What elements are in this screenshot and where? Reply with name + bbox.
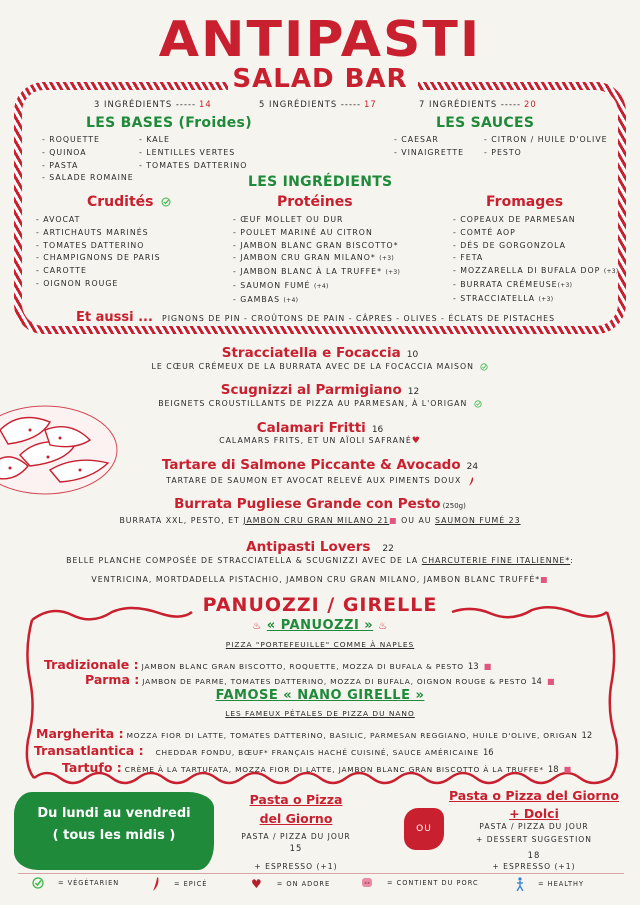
dish-description <box>0 362 640 371</box>
list-item <box>233 214 400 227</box>
lunch-days-badge <box>14 792 214 870</box>
panuozzi-subtitle <box>0 618 640 633</box>
item-name: BURRATA CRÉMEUSE <box>460 279 558 289</box>
pork-icon: ■ <box>546 677 555 686</box>
item-desc: CRÈME À LA TARTUFATA, MOZZA FIOR DI LATTE, JAMBON BLANC GRAN BISCOTTO À LA TRUFFE* <box>124 765 544 774</box>
vegetarian-icon <box>474 400 482 408</box>
list-item <box>453 293 619 307</box>
price-tier-3 <box>94 99 212 109</box>
list-item: - AVOCAT <box>36 214 161 227</box>
panuozzi-subtitle-text: « PANUOZZI » <box>266 618 374 633</box>
healthy-icon <box>516 877 524 891</box>
item-surcharge: (+3) <box>385 269 401 277</box>
list-item: - OIGNON ROUGE <box>36 278 161 291</box>
item-desc: CHEDDAR FONDU, BŒUF* FRANÇAIS HACHÉ CUISINÉ, SAUCE AMÉRICAINE <box>155 748 479 757</box>
list-item: - SALADE ROMAINE <box>42 172 134 185</box>
ingredients-heading: LES INGRÉDIENTS <box>248 174 393 190</box>
price-tier-label: 7 INGRÉDIENTS ----- <box>419 99 522 109</box>
list-item <box>453 214 619 227</box>
list-item: - CITRON / HUILE D'OLIVE <box>484 134 608 147</box>
desc-text: BELLE PLANCHE COMPOSÉE DE STRACCIATELLA & SCUGNIZZI AVEC DE LA <box>66 556 422 565</box>
item-desc: JAMBON BLANC GRAN BISCOTTO, ROQUETTE, MOZZA DI BUFALA & PESTO <box>141 662 464 671</box>
list-item: - CHAMPIGNONS DE PARIS <box>36 252 161 265</box>
list-item: - TOMATES DATTERINO <box>139 160 247 173</box>
list-item <box>233 266 400 280</box>
crudites-heading <box>87 194 171 210</box>
price-tier-value: 20 <box>524 99 537 109</box>
dish-price: 24 <box>466 462 479 472</box>
item-surcharge: (+4) <box>313 282 329 290</box>
list-item: - TOMATES DATTERINO <box>36 240 161 253</box>
sauces-heading: LES SAUCES <box>436 115 535 131</box>
item-name: POULET MARINÉ AU CITRON <box>240 227 373 237</box>
badge-line-1: Du lundi au vendredi <box>37 806 191 821</box>
dish-price: 22 <box>382 544 394 554</box>
extras-label: Et aussi ... <box>76 310 153 325</box>
item-surcharge: (+4) <box>283 296 299 304</box>
legend-favorite <box>251 877 330 891</box>
dish-price: 12 <box>407 387 420 397</box>
fromages-list <box>453 214 619 307</box>
page-title: ANTIPASTI <box>158 11 482 69</box>
list-item <box>453 279 619 293</box>
dish-price: 16 <box>371 425 384 435</box>
item-desc: JAMBON DE PARME, TOMATES DATTERINO, MOZZA DI BUFALA, OIGNON ROUGE & PESTO <box>142 677 528 686</box>
legend-spicy <box>152 877 207 891</box>
desc-text: TARTARE DE SAUMON ET AVOCAT RELEVÉ AUX PIMENTS DOUX <box>166 476 462 485</box>
item-name: Tradizionale : <box>44 657 139 672</box>
fire-icon: ♨ <box>378 621 388 632</box>
item-name: Tartufo : <box>62 760 122 775</box>
list-item: - ROQUETTE <box>42 134 134 147</box>
item-name: FETA <box>460 253 484 263</box>
option-jambon: JAMBON CRU GRAN MILANO 21 <box>243 516 390 525</box>
item-surcharge: (+3) <box>603 268 619 276</box>
item-price: 12 <box>581 730 593 740</box>
dish-scugnizzi <box>0 379 640 398</box>
item-name: Transatlantica : <box>34 743 144 758</box>
dish-description <box>0 436 640 446</box>
desc-text: BEIGNETS CROUSTILLANTS DE PIZZA AU PARMESAN, À L'ORIGAN <box>158 399 468 408</box>
price-tier-5 <box>259 99 377 109</box>
dish-name: Burrata Pugliese Grande con Pesto <box>174 496 441 512</box>
item-name: GAMBAS <box>240 294 281 304</box>
dish-description <box>0 476 640 486</box>
legend-vegetarian <box>32 877 119 889</box>
legend-label: = HEALTHY <box>538 880 585 888</box>
item-name: SAUMON FUMÉ <box>240 280 311 290</box>
bases-heading: LES BASES (Froides) <box>86 115 252 131</box>
list-item <box>453 252 619 265</box>
price-tier-label: 3 INGRÉDIENTS ----- <box>94 99 197 109</box>
list-item <box>233 280 400 294</box>
item-name: COMTÉ AOP <box>460 227 516 237</box>
dish-name: Calamari Fritti <box>256 420 366 436</box>
item-price: 16 <box>482 747 494 757</box>
desc-text: BURRATA XXL, PESTO, ET <box>119 516 244 525</box>
girelle-item-tartufo <box>62 757 571 776</box>
list-item <box>453 227 619 240</box>
offer1-title-2: del Giorno <box>259 811 333 826</box>
badge-line-2: ( tous les midis ) <box>52 828 176 843</box>
list-item: - KALE <box>139 134 247 147</box>
legend-healthy <box>516 877 584 891</box>
list-item: - PASTA <box>42 160 134 173</box>
item-name: JAMBON BLANC GRAN BISCOTTO* <box>240 240 399 250</box>
proteines-heading: Protéines <box>277 194 353 210</box>
chili-icon <box>468 477 474 486</box>
dish-price: 10 <box>406 350 419 360</box>
legend-label: = EPICÉ <box>174 880 208 888</box>
desc-text: LE CŒUR CRÉMEUX DE LA BURRATA AVEC DE LA FOCACCIA MAISON <box>151 362 474 371</box>
item-name: JAMBON CRU GRAN MILANO* <box>240 253 376 263</box>
option-saumon: SAUMON FUMÉ 23 <box>434 516 521 525</box>
dish-burrata <box>0 493 640 512</box>
item-price: 18 <box>547 764 559 774</box>
pork-icon: ■ <box>540 575 549 584</box>
vegetarian-icon <box>480 363 488 371</box>
desc-text: CALAMARS FRITS, ET UN AÏOLI SAFRANÉ <box>219 436 412 445</box>
panuozzi-section-title: PANUOZZI / GIRELLE <box>202 594 438 616</box>
list-item: - CAROTTE <box>36 265 161 278</box>
item-name: JAMBON BLANC À LA TRUFFE* <box>240 267 382 277</box>
extras-row <box>76 306 555 325</box>
offer2-price: 18 <box>527 850 541 860</box>
fire-icon: ♨ <box>252 621 262 632</box>
item-price: 14 <box>531 676 542 686</box>
list-item: - QUINOA <box>42 147 134 160</box>
list-item <box>453 240 619 253</box>
dish-description <box>0 399 640 408</box>
extras-text: PIGNONS DE PIN - CROÛTONS DE PAIN - CÂPRES - OLIVES - ÉCLATS DE PISTACHES <box>162 314 556 323</box>
desc-text: VENTRICINA, MORTDADELLA PISTACHIO, JAMBON CRU GRAN MILANO, JAMBON BLANC TRUFFÉ* <box>91 575 541 584</box>
dish-name: Antipasti Lovers <box>246 539 371 555</box>
dish-name: Scugnizzi al Parmigiano <box>220 382 402 398</box>
proteines-list <box>233 214 400 308</box>
dish-name: Tartare di Salmone Piccante & Avocado <box>161 457 461 473</box>
pork-icon: ■ <box>483 662 492 671</box>
offer1-extra: + ESPRESSO (+1) <box>254 862 338 871</box>
list-item <box>453 265 619 279</box>
list-item <box>233 252 400 266</box>
bases-list-1 <box>42 134 134 185</box>
list-item: - LENTILLES VERTES <box>139 147 247 160</box>
offer2-desc: PASTA / PIZZA DU JOUR <box>479 822 589 831</box>
pork-icon: ■ <box>563 765 572 774</box>
heart-icon: ♥ <box>411 436 421 446</box>
price-tier-7 <box>419 99 537 109</box>
girelle-subtitle-text: FAMOSE « NANO GIRELLE » <box>215 688 425 703</box>
dish-tartare <box>0 454 640 473</box>
chili-icon <box>152 877 160 891</box>
list-item: - CAESAR <box>394 134 464 147</box>
legend-divider <box>18 873 624 874</box>
offer2-title-2: + Dolci <box>509 806 559 821</box>
item-price: 13 <box>467 661 479 671</box>
item-name: COPEAUX DE PARMESAN <box>460 215 576 224</box>
desc-text: OU AU <box>397 516 435 525</box>
sauces-list-1 <box>394 134 464 160</box>
girelle-subtitle <box>0 688 640 703</box>
item-name: ŒUF MOLLET OU DUR <box>240 215 344 224</box>
or-badge: OU <box>404 808 444 850</box>
fromages-heading: Fromages <box>486 194 564 210</box>
heart-icon: ♥ <box>251 877 263 891</box>
price-tier-value: 14 <box>199 99 212 109</box>
page-subtitle: SALAD BAR <box>232 64 408 94</box>
pork-icon: ■ <box>389 516 398 525</box>
list-item: - PESTO <box>484 147 608 160</box>
list-item <box>233 227 400 240</box>
pork-icon <box>361 877 373 888</box>
offer1-price: 15 <box>289 843 303 853</box>
item-surcharge: (+3) <box>557 281 573 289</box>
item-name: Margherita : <box>36 726 124 741</box>
girelle-caption: LES FAMEUX PÉTALES DE PIZZA DU NANO <box>225 709 415 718</box>
price-tier-label: 5 INGRÉDIENTS ----- <box>259 99 362 109</box>
panuozzi-item-parma <box>85 669 555 688</box>
list-item: - VINAIGRETTE <box>394 147 464 160</box>
dish-calamari <box>0 417 640 436</box>
offer2-desc-2: + DESSERT SUGGESTION <box>476 835 592 844</box>
bases-list-2 <box>139 134 247 172</box>
offer1-desc: PASTA / PIZZA DU JOUR <box>241 832 351 841</box>
dish-stracciatella <box>0 342 640 361</box>
list-item: - ARTICHAUTS MARINÉS <box>36 227 161 240</box>
sauces-list-2 <box>484 134 608 160</box>
item-surcharge: (+3) <box>379 255 394 263</box>
desc-link-text: CHARCUTERIE FINE ITALIENNE* <box>421 556 571 565</box>
dish-weight: (250g) <box>442 502 466 510</box>
vegetarian-icon <box>32 877 44 889</box>
dish-description <box>0 556 640 565</box>
panuozzi-caption: PIZZA "PORTEFEUILLE" COMME À NAPLES <box>225 640 415 649</box>
item-desc: MOZZA FIOR DI LATTE, TOMATES DATTERINO, BASILIC, PARMESAN REGGIANO, HUILE D'OLIVE, ORIGAN <box>126 731 578 740</box>
item-name: MOZZARELLA DI BUFALA DOP <box>460 266 601 276</box>
vegetarian-icon <box>161 197 171 207</box>
item-surcharge: (+3) <box>538 295 554 303</box>
offer2-extra: + ESPRESSO (+1) <box>492 862 576 871</box>
offer2-title-1: Pasta o Pizza del Giorno <box>448 788 620 803</box>
crudites-list <box>36 214 161 291</box>
dish-description <box>0 516 640 525</box>
dish-name: Stracciatella e Focaccia <box>221 345 401 361</box>
price-tier-value: 17 <box>364 99 377 109</box>
legend-label: = ON ADORE <box>276 880 331 888</box>
item-name: STRACCIATELLA <box>460 293 536 303</box>
legend-pork <box>361 877 479 888</box>
legend-label: = CONTIENT DU PORC <box>387 878 479 887</box>
dish-description-2 <box>0 575 640 584</box>
desc-text: : <box>570 556 574 565</box>
dish-antipasti-lovers <box>0 536 640 555</box>
item-name: Parma : <box>85 672 140 687</box>
crudites-title: Crudités <box>87 194 154 210</box>
legend-label: = VÉGÉTARIEN <box>58 879 120 887</box>
item-name: DÉS DE GORGONZOLA <box>460 240 567 250</box>
list-item <box>233 240 400 253</box>
offer1-title-1: Pasta o Pizza <box>249 792 343 807</box>
